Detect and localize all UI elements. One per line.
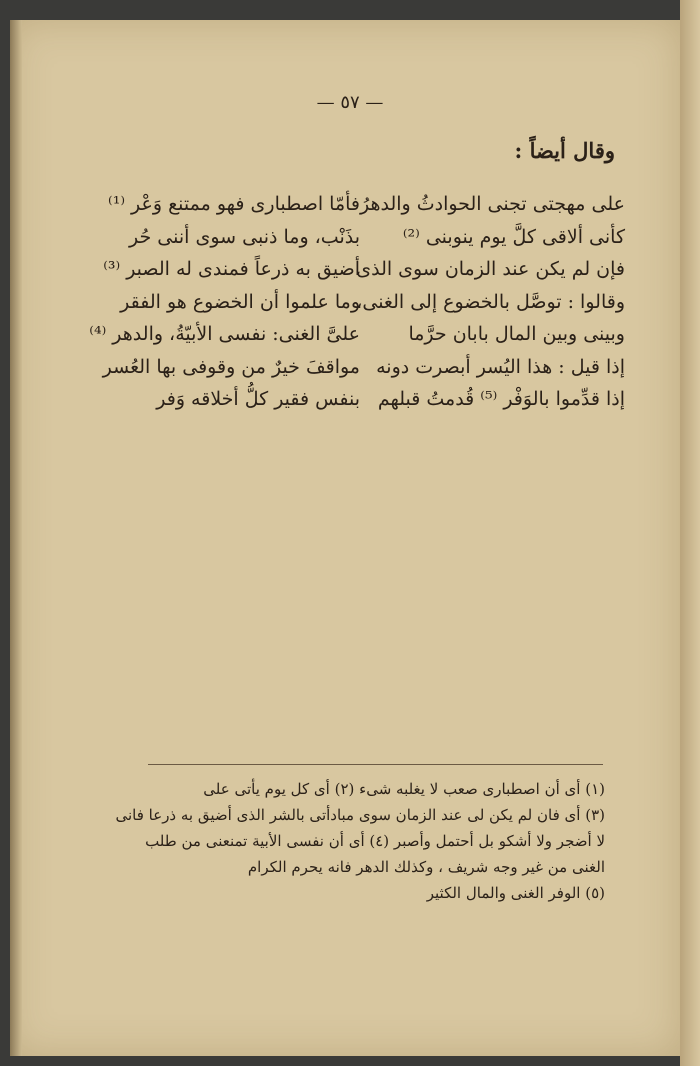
- verse-line: فإن لم يكن عند الزمان سوى الذى: [356, 258, 625, 280]
- verse-line: فأمّا اصطبارى فهو ممتنع وَعْر ⁽¹⁾: [108, 193, 360, 215]
- poem-intro: وقال أيضاً :: [514, 138, 615, 163]
- verse-line: كأنى ألاقى كلَّ يوم ينوبنى ⁽²⁾: [402, 225, 625, 248]
- verse-line: إذا قدِّموا بالوَفْر ⁽⁵⁾ قُدمتُ قبلهم: [377, 388, 625, 410]
- page-number: — ٥٧ —: [316, 92, 384, 113]
- facing-page-edge: [680, 0, 700, 1066]
- page-binding: [10, 20, 22, 1056]
- verse-line: أضيق به ذرعاً فمندى له الصبر ⁽³⁾: [103, 258, 360, 280]
- footnote-line: (٥) الوفر الغنى والمال الكثير: [426, 884, 605, 902]
- footnotes: [115, 776, 605, 906]
- verse-line: بذَنْب، وما ذنبى سوى أننى حُر: [129, 225, 360, 248]
- verse-line: علىَّ الغنى: نفسى الأبيّةُ، والدهر ⁽⁴⁾: [89, 323, 360, 345]
- verse-line: مواقفَ خيرٌ من وقوفى بها العُسر: [102, 355, 360, 378]
- footnote-divider: [148, 764, 603, 765]
- footnote-line: لا أضجر ولا أشكو بل أحتمل وأصبر (٤) أى أن نفسى الأبية تمنعنى من طلب: [145, 832, 605, 850]
- verse-column-second-hemistich: [89, 188, 360, 416]
- verse-column-first-hemistich: [356, 188, 625, 416]
- verse-line: بنفس فقير كلُّ أخلاقه وَفر: [156, 388, 360, 410]
- verse-line: وبينى وبين المال بابان حرَّما: [408, 323, 625, 345]
- footnote-line: (١) أى أن اصطبارى صعب لا يغلبه شىء (٢) أى كل يوم يأتى على: [203, 780, 605, 798]
- footnote-line: الغنى من غير وجه شريف ، وكذلك الدهر فانه يحرم الكرام: [247, 858, 605, 876]
- footnote-line: (٣) أى فان لم يكن لى عند الزمان سوى مبادأتى بالشر الذى أضيق به ذرعا فانى: [115, 806, 605, 824]
- verse-line: إذا قيل : هذا اليُسر أبصرت دونه: [376, 355, 625, 378]
- verse-line: وقالوا : توصَّل بالخضوع إلى الغنى،: [356, 290, 625, 313]
- verse-line: على مهجتى تجنى الحوادثُ والدهرُ: [359, 193, 625, 215]
- verse-line: وما علموا أن الخضوع هو الفقر: [120, 290, 360, 313]
